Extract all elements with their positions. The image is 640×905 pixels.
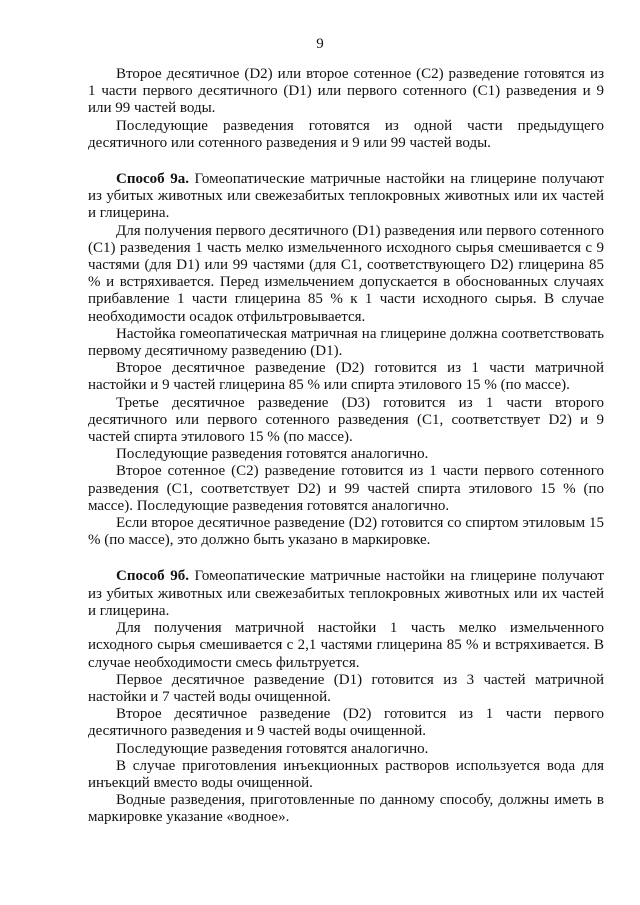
section-gap [88,152,604,171]
page-body [88,66,604,827]
section-9a-intro [88,171,604,223]
paragraph: Второе десятичное (D2) или второе сотенное (C2) разведение готовятся из 1 части первого десятичного (D1) или первого сотенного (C1) разведения и 9 или 99 частей воды. [88,66,604,117]
section-9b-intro [88,568,604,620]
section-9b-lead: Гомеопатические матричные настойки на глицерине получают из убитых животных или свежезабитых теплокровных животных или их частей и глицерина. [88,568,604,619]
paragraph: Последующие разведения готовятся из одной части предыдущего десятичного или сотенного разведения и 9 или 99 частей воды. [88,117,604,151]
paragraph: Последующие разведения готовятся аналогично. [116,446,429,463]
paragraph: Второе сотенное (C2) разведение готовится из 1 части первого сотенного разведения (C1, соответствует D2) и 99 частей спирта этилового 15 % (по массе). Последующие разведения готовятся аналогично. [88,463,604,514]
section-gap [88,549,604,568]
page-number: 9 [316,36,324,52]
paragraph: Для получения матричной настойки 1 часть мелко измельченного исходного сырья смешивается с 2,1 частями глицерина 85 % и встряхивается. В случае необходимости смесь фильтруется. [88,620,604,671]
section-9a-lead: Гомеопатические матричные настойки на глицерине получают из убитых животных или свежезабитых теплокровных животных или их частей и глицерина. [88,171,604,222]
paragraph: Третье десятичное разведение (D3) готовится из 1 части второго десятичного или первого сотенного разведения (C1, соответствует D2) и 9 частей спирта этилового 15 % (по массе). [88,394,604,446]
paragraph: Второе десятичное разведение (D2) готовится из 1 части первого десятичного разведения и 9 частей воды очищенной. [88,706,604,740]
paragraph: Последующие разведения готовятся аналогично. [116,740,429,757]
paragraph: Водные разведения, приготовленные по данному способу, должны иметь в маркировке указание «водное». [88,792,604,826]
paragraph: Второе десятичное разведение (D2) готовится из 1 части матричной настойки и 9 частей глицерина 85 % или спирта этилового 15 % (по массе). [88,360,604,394]
paragraph: В случае приготовления инъекционных растворов используется вода для инъекций вместо воды очищенной. [88,757,604,791]
section-9b-heading: Способ 9б. [116,568,189,585]
paragraph: Для получения первого десятичного (D1) разведения или первого сотенного (C1) разведения 1 часть мелко измельченного исходного сырья смешивается с 9 частями (для D1) или 99 частями (для C1, соответствующего D2) глицерина 85 % и встряхивается. Перед измельчением допускается в обоснованных случаях прибавление 1 части глицерина 85 % к 1 части исходного сырья. В случае необходимости осадок отфильтровывается. [88,222,604,325]
paragraph: Настойка гомеопатическая матричная на глицерине должна соответствовать первому десятичному разведению (D1). [88,325,604,360]
section-9a-heading: Способ 9а. [116,171,189,188]
paragraph: Если второе десятичное разведение (D2) готовится со спиртом этиловым 15 % (по массе), это должно быть указано в маркировке. [88,515,604,549]
paragraph: Первое десятичное разведение (D1) готовится из 3 частей матричной настойки и 7 частей воды очищенной. [88,671,604,705]
